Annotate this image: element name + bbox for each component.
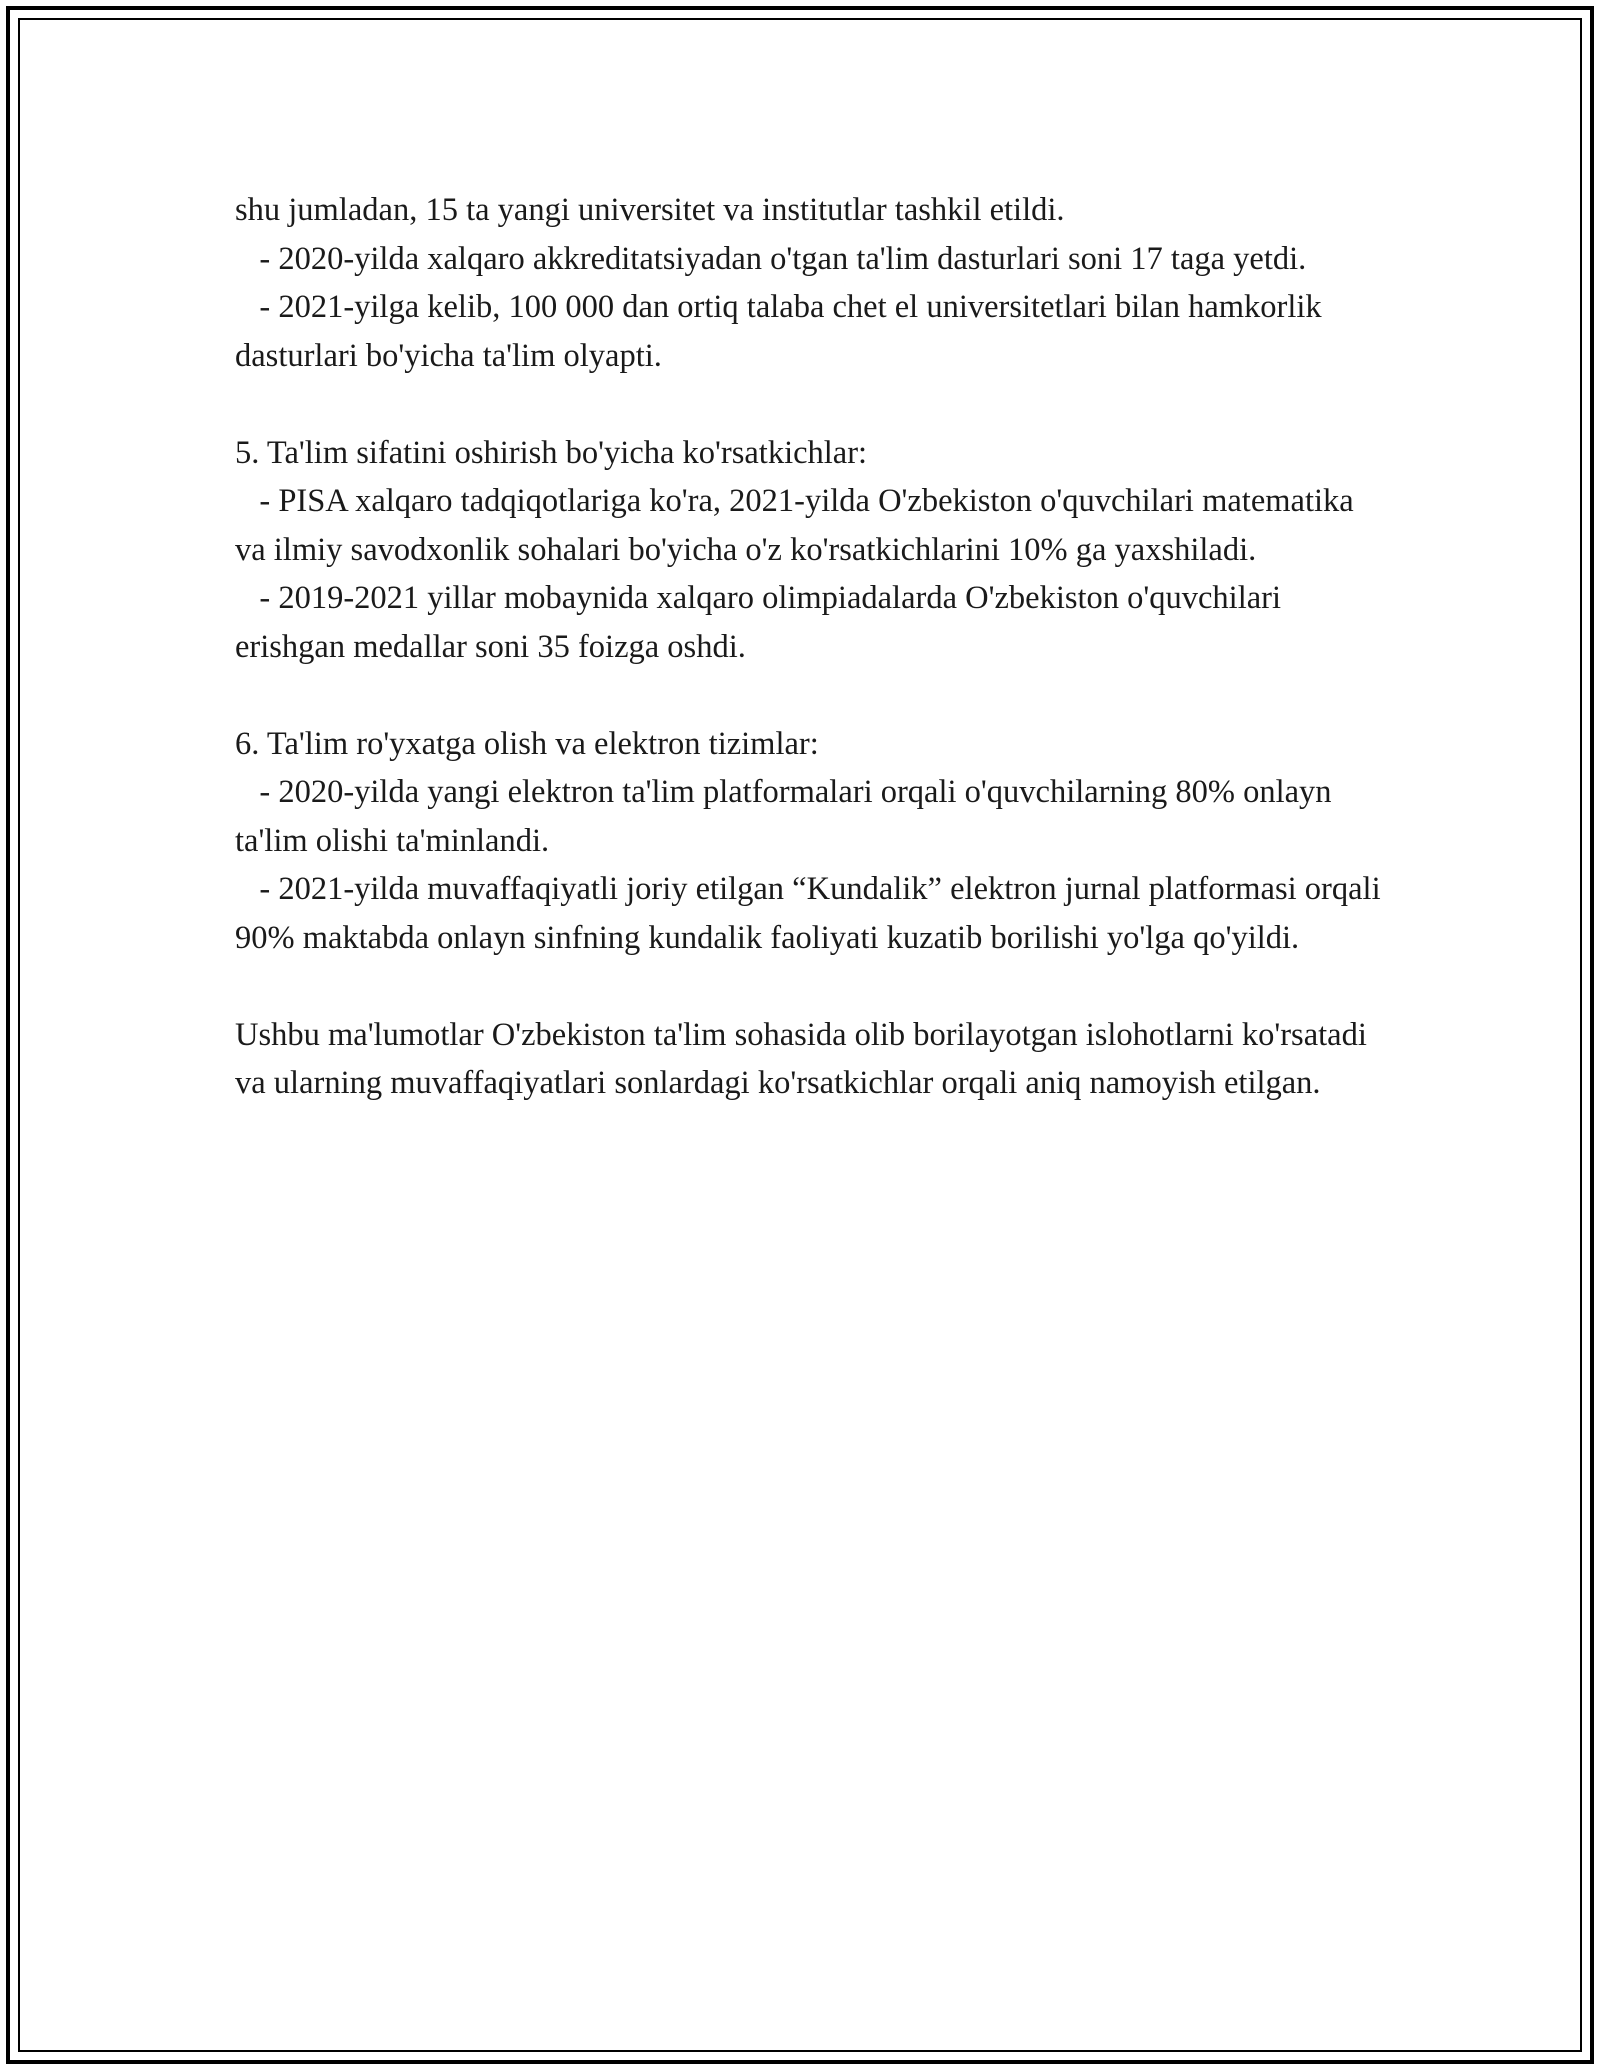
paragraph-gap — [235, 962, 1385, 1011]
section-5-bullet-pisa: - PISA xalqaro tadqiqotlariga ko'ra, 2021-yilda O'zbekiston o'quvchilari matematika va ilmiy savodxonlik sohalari bo'yicha o'z ko'rsatkichlarini 10% ga yaxshiladi. — [235, 483, 1362, 568]
intro-bullet-accreditation: - 2020-yilda xalqaro akkreditatsiyadan o'tgan ta'lim dasturlari soni 17 taga yetdi. — [235, 240, 1307, 277]
paragraph-gap — [235, 380, 1385, 429]
section-6-heading: 6. Ta'lim ro'yxatga olish va elektron tizimlar: — [235, 725, 819, 762]
intro-bullet-partnership: - 2021-yilga kelib, 100 000 dan ortiq talaba chet el universitetlari bilan hamkorlik dasturlari bo'yicha ta'lim olyapti. — [235, 289, 1330, 374]
paragraph-gap — [235, 671, 1385, 720]
section-6-bullet-platforms: - 2020-yilda yangi elektron ta'lim platformalari orqali o'quvchilarning 80% onlayn ta'lim olishi ta'minlandi. — [235, 774, 1340, 859]
section-5-heading: 5. Ta'lim sifatini oshirish bo'yicha ko'rsatkichlar: — [235, 434, 868, 471]
section-5-bullet-olympiad: - 2019-2021 yillar mobaynida xalqaro olimpiadalarda O'zbekiston o'quvchilari erishgan medallar soni 35 foizga oshdi. — [235, 580, 1290, 665]
document-body — [235, 186, 1389, 1108]
intro-continuation: shu jumladan, 15 ta yangi universitet va institutlar tashkil etildi. — [235, 192, 1065, 228]
conclusion-paragraph: Ushbu ma'lumotlar O'zbekiston ta'lim sohasida olib borilayotgan islohotlarni ko'rsatadi va ularning muvaffaqiyatlari sonlardagi ko'rsatkichlar orqali aniq namoyish etilgan. — [235, 1016, 1375, 1101]
section-6-bullet-kundalik: - 2021-yilda muvaffaqiyatli joriy etilgan “Kundalik” elektron jurnal platformasi orqali 90% maktabda onlayn sinfning kundalik faoliyati kuzatib borilishi yo'lga qo'yildi. — [235, 871, 1389, 956]
